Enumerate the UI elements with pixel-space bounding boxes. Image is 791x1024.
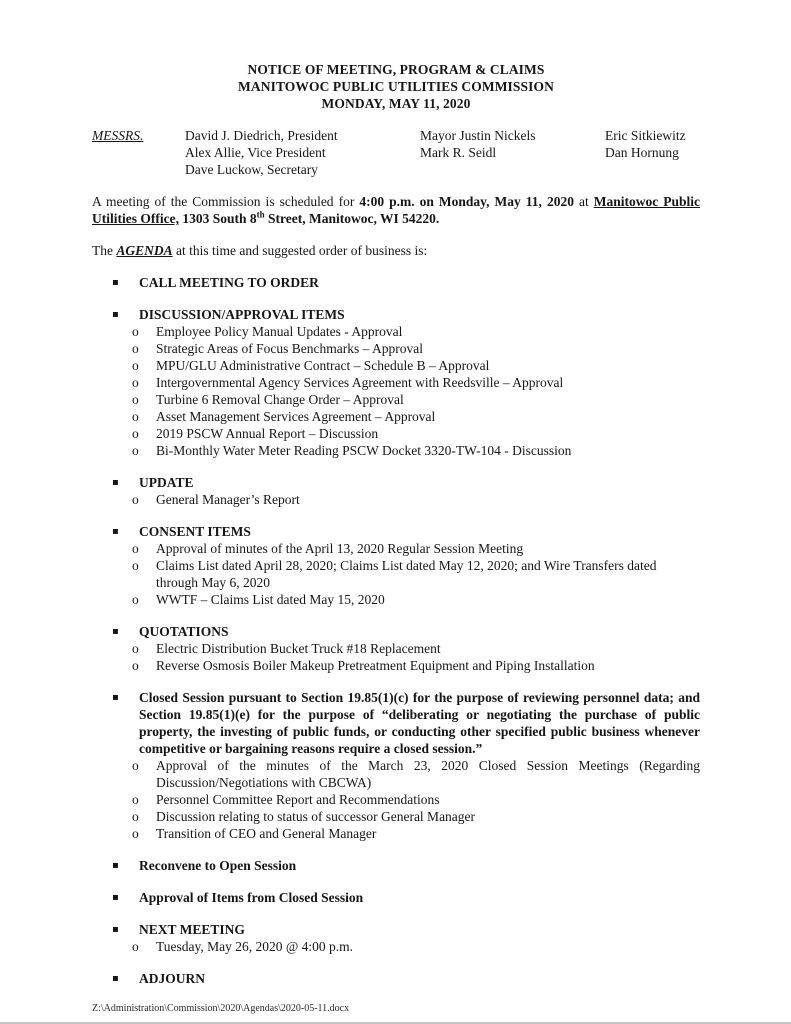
circle-bullet-marker: o xyxy=(132,324,139,339)
circle-bullet-marker: o xyxy=(132,592,139,607)
meeting-details-paragraph xyxy=(92,193,700,227)
agenda-section-header xyxy=(92,306,700,323)
agenda-section xyxy=(92,857,700,874)
square-bullet-marker: ▪ xyxy=(112,309,119,320)
agenda-section-header xyxy=(92,857,700,874)
circle-bullet-marker: o xyxy=(132,558,139,573)
agenda-item-text: 2019 PSCW Annual Report – Discussion xyxy=(156,426,379,441)
section-title: Closed Session pursuant to Section 19.85(1)(c) for the purpose of reviewing personnel data; and Section 19.85(1)(e) for the purpose of “deliberating or negotiating the purchase of public property, the investing of public funds, or conducting other specified public business whenever competitive or bargaining reasons require a closed session.” xyxy=(139,690,700,756)
agenda-item xyxy=(92,938,700,955)
agenda-item-text: Approval of minutes of the April 13, 2020 Regular Session Meeting xyxy=(156,541,524,556)
square-bullet-marker: ▪ xyxy=(112,892,119,903)
attendees-block xyxy=(92,127,700,178)
agenda-intro-line xyxy=(92,242,700,259)
agenda-item xyxy=(92,808,700,825)
square-bullet-marker: ▪ xyxy=(112,477,119,488)
document-title-line2: MANITOWOC PUBLIC UTILITIES COMMISSION xyxy=(238,79,554,94)
text-segment: Manitowoc Public Utilities Office, xyxy=(92,194,700,226)
agenda-item xyxy=(92,591,700,608)
attendee-name: Mark R. Seidl xyxy=(420,145,497,160)
text-segment: at this time and suggested order of business is: xyxy=(172,243,428,258)
agenda-section xyxy=(92,474,700,508)
agenda-item-text: Discussion relating to status of successor General Manager xyxy=(156,809,476,824)
agenda-item xyxy=(92,640,700,657)
agenda-section-header xyxy=(92,689,700,757)
circle-bullet-marker: o xyxy=(132,658,139,673)
agenda-section-header xyxy=(92,889,700,906)
document-title-line3: MONDAY, MAY 11, 2020 xyxy=(321,96,471,111)
circle-bullet-marker: o xyxy=(132,375,139,390)
section-title: CALL MEETING TO ORDER xyxy=(139,275,319,290)
attendees-column-1 xyxy=(185,127,420,178)
messrs-label xyxy=(92,127,185,178)
agenda-item-text: Personnel Committee Report and Recommendations xyxy=(156,792,440,807)
circle-bullet-marker: o xyxy=(132,426,139,441)
section-title: Reconvene to Open Session xyxy=(139,858,297,873)
agenda-item xyxy=(92,825,700,842)
agenda-section-header xyxy=(92,523,700,540)
text-segment: Street, Manitowoc, WI 54220. xyxy=(264,211,440,226)
agenda-item-text: Employee Policy Manual Updates - Approval xyxy=(156,324,403,339)
text-segment: th xyxy=(256,209,265,220)
circle-bullet-marker: o xyxy=(132,826,139,841)
square-bullet-marker: ▪ xyxy=(112,692,119,703)
agenda-item-text: Transition of CEO and General Manager xyxy=(156,826,377,841)
text-segment: AGENDA xyxy=(116,243,173,258)
agenda-section xyxy=(92,689,700,842)
agenda-item-text: Bi-Monthly Water Meter Reading PSCW Docket 3320-TW-104 - Discussion xyxy=(156,443,572,458)
text-segment: 1303 South 8 xyxy=(178,211,257,226)
circle-bullet-marker: o xyxy=(132,492,139,507)
agenda-item xyxy=(92,323,700,340)
agenda-item-text: General Manager’s Report xyxy=(156,492,300,507)
agenda-section xyxy=(92,274,700,291)
messrs-label-text: MESSRS. xyxy=(92,128,144,143)
agenda-item-text: Reverse Osmosis Boiler Makeup Pretreatment Equipment and Piping Installation xyxy=(156,658,595,673)
attendee-name: Dave Luckow, Secretary xyxy=(185,162,318,177)
agenda-item xyxy=(92,442,700,459)
square-bullet-marker: ▪ xyxy=(112,277,119,288)
agenda-item xyxy=(92,340,700,357)
circle-bullet-marker: o xyxy=(132,792,139,807)
square-bullet-marker: ▪ xyxy=(112,924,119,935)
attendee-name: David J. Diedrich, President xyxy=(185,128,338,143)
agenda-item xyxy=(92,657,700,674)
agenda-item-text: Intergovernmental Agency Services Agreement with Reedsville – Approval xyxy=(156,375,564,390)
agenda-item xyxy=(92,408,700,425)
circle-bullet-marker: o xyxy=(132,809,139,824)
agenda-section xyxy=(92,921,700,955)
section-title: ADJOURN xyxy=(139,971,205,986)
square-bullet-marker: ▪ xyxy=(112,860,119,871)
circle-bullet-marker: o xyxy=(132,939,139,954)
agenda-section xyxy=(92,623,700,674)
agenda-item-text: MPU/GLU Administrative Contract – Schedule B – Approval xyxy=(156,358,490,373)
agenda-item xyxy=(92,491,700,508)
attendee-name: Dan Hornung xyxy=(605,145,679,160)
agenda-item-text: Strategic Areas of Focus Benchmarks – Approval xyxy=(156,341,423,356)
text-segment: at xyxy=(573,194,594,209)
agenda-item-text: Tuesday, May 26, 2020 @ 4:00 p.m. xyxy=(156,939,354,954)
agenda-item xyxy=(92,425,700,442)
square-bullet-marker: ▪ xyxy=(112,526,119,537)
square-bullet-marker: ▪ xyxy=(112,626,119,637)
agenda-section xyxy=(92,306,700,459)
agenda-item-text: Electric Distribution Bucket Truck #18 Replacement xyxy=(156,641,441,656)
square-bullet-marker: ▪ xyxy=(112,973,119,984)
section-title: NEXT MEETING xyxy=(139,922,245,937)
attendee-name: Alex Allie, Vice President xyxy=(185,145,326,160)
section-title: Approval of Items from Closed Session xyxy=(139,890,364,905)
agenda-section xyxy=(92,889,700,906)
agenda-item xyxy=(92,540,700,557)
agenda-item-text: Asset Management Services Agreement – Approval xyxy=(156,409,436,424)
agenda-section-header xyxy=(92,274,700,291)
agenda-list xyxy=(92,274,700,987)
section-title: UPDATE xyxy=(139,475,194,490)
section-title: CONSENT ITEMS xyxy=(139,524,251,539)
agenda-item xyxy=(92,374,700,391)
agenda-item xyxy=(92,357,700,374)
agenda-section xyxy=(92,523,700,608)
agenda-item xyxy=(92,391,700,408)
circle-bullet-marker: o xyxy=(132,409,139,424)
agenda-item xyxy=(92,791,700,808)
circle-bullet-marker: o xyxy=(132,541,139,556)
agenda-item-text: WWTF – Claims List dated May 15, 2020 xyxy=(156,592,385,607)
agenda-section-header xyxy=(92,474,700,491)
agenda-section-header xyxy=(92,623,700,640)
text-segment: 4:00 p.m. on Monday, May 11, 2020 xyxy=(359,194,574,209)
agenda-section xyxy=(92,970,700,987)
document-title xyxy=(92,61,700,112)
agenda-item xyxy=(92,557,700,591)
agenda-item-text: Turbine 6 Removal Change Order – Approval xyxy=(156,392,404,407)
circle-bullet-marker: o xyxy=(132,641,139,656)
agenda-item xyxy=(92,757,700,791)
section-title: DISCUSSION/APPROVAL ITEMS xyxy=(139,307,345,322)
section-title: QUOTATIONS xyxy=(139,624,229,639)
agenda-item-text: Approval of the minutes of the March 23, 2020 Closed Session Meetings (Regarding Discussion/Negotiations with CBCWA) xyxy=(156,758,700,790)
circle-bullet-marker: o xyxy=(132,392,139,407)
text-segment: The xyxy=(92,243,117,258)
agenda-item-text: Claims List dated April 28, 2020; Claims List dated May 12, 2020; and Wire Transfers dated through May 6, 2020 xyxy=(156,558,657,590)
text-segment: A meeting of the Commission is scheduled for xyxy=(92,194,360,209)
attendee-name: Mayor Justin Nickels xyxy=(420,128,536,143)
circle-bullet-marker: o xyxy=(132,341,139,356)
attendee-name: Eric Sitkiewitz xyxy=(605,128,686,143)
attendees-column-3 xyxy=(605,127,700,178)
document-title-line1: NOTICE OF MEETING, PROGRAM & CLAIMS xyxy=(247,62,545,77)
circle-bullet-marker: o xyxy=(132,443,139,458)
circle-bullet-marker: o xyxy=(132,758,139,773)
attendees-column-2 xyxy=(420,127,605,178)
circle-bullet-marker: o xyxy=(132,358,139,373)
agenda-section-header xyxy=(92,921,700,938)
agenda-section-header xyxy=(92,970,700,987)
file-path-footer: Z:\Administration\Commission\2020\Agendas\2020-05-11.docx xyxy=(92,1003,350,1014)
